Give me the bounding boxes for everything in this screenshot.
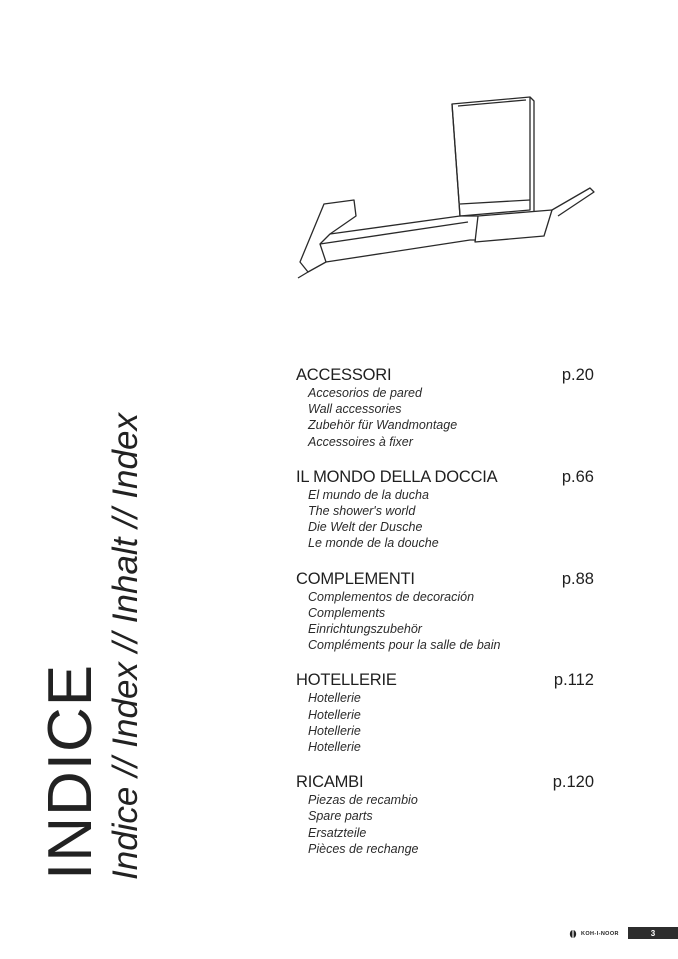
toc-section-hotellerie[interactable] (296, 671, 594, 755)
section-subtitle: Hotellerie (308, 707, 361, 722)
section-page: p.120 (552, 773, 594, 792)
vertical-title (36, 413, 145, 880)
toc-section-accessori[interactable] (296, 366, 594, 450)
page-title: INDICE (36, 663, 105, 880)
section-subtitle: Accesorios de pared (308, 386, 422, 400)
section-subtitle: Wall accessories (308, 402, 402, 417)
section-page: p.66 (561, 467, 594, 486)
section-subtitle: Einrichtungszubehör (308, 622, 422, 637)
toc-section-ricambi[interactable] (296, 773, 594, 857)
section-title: RICAMBI (296, 773, 364, 792)
section-subtitle: Hotellerie (308, 740, 361, 755)
section-subtitle: Complements (308, 605, 386, 620)
section-subtitle: Piezas de recambio (308, 793, 418, 808)
section-subtitle: Le monde de la douche (308, 536, 439, 551)
section-subtitle: Complementos de decoración (308, 589, 475, 604)
page-number: 3 (628, 927, 678, 939)
section-subtitle: Accessoires à fixer (308, 434, 413, 449)
section-subtitle: Die Welt der Dusche (308, 520, 423, 535)
section-subtitle: Compléments pour la salle de bain (308, 638, 501, 653)
section-page: p.112 (553, 671, 594, 690)
page-footer (568, 928, 656, 939)
section-subtitle: Ersatzteile (308, 825, 367, 840)
section-subtitle: El mundo de la ducha (308, 487, 429, 502)
section-subtitle: Spare parts (308, 809, 373, 824)
section-title: IL MONDO DELLA DOCCIA (296, 467, 498, 486)
section-subtitle: Zubehör für Wandmontage (308, 418, 458, 433)
section-subtitle: Hotellerie (308, 723, 361, 738)
brand-logo-icon (568, 929, 578, 939)
section-title: ACCESSORI (296, 366, 392, 384)
page-subtitle: Indice // Index // Inhalt // Index (106, 413, 145, 880)
section-title: HOTELLERIE (296, 671, 397, 690)
brand-name: KOH-I-NOOR (581, 931, 619, 937)
section-subtitle: The shower's world (308, 504, 416, 519)
section-title: COMPLEMENTI (296, 569, 415, 588)
section-subtitle: Hotellerie (308, 691, 361, 706)
product-illustration (290, 92, 600, 292)
section-page: p.88 (561, 569, 594, 588)
section-page: p.20 (561, 366, 594, 384)
toc-section-mondo-doccia[interactable] (296, 468, 594, 552)
section-subtitle: Pièces de rechange (308, 841, 419, 856)
toc-section-complementi[interactable] (296, 570, 594, 654)
table-of-contents (296, 366, 594, 875)
